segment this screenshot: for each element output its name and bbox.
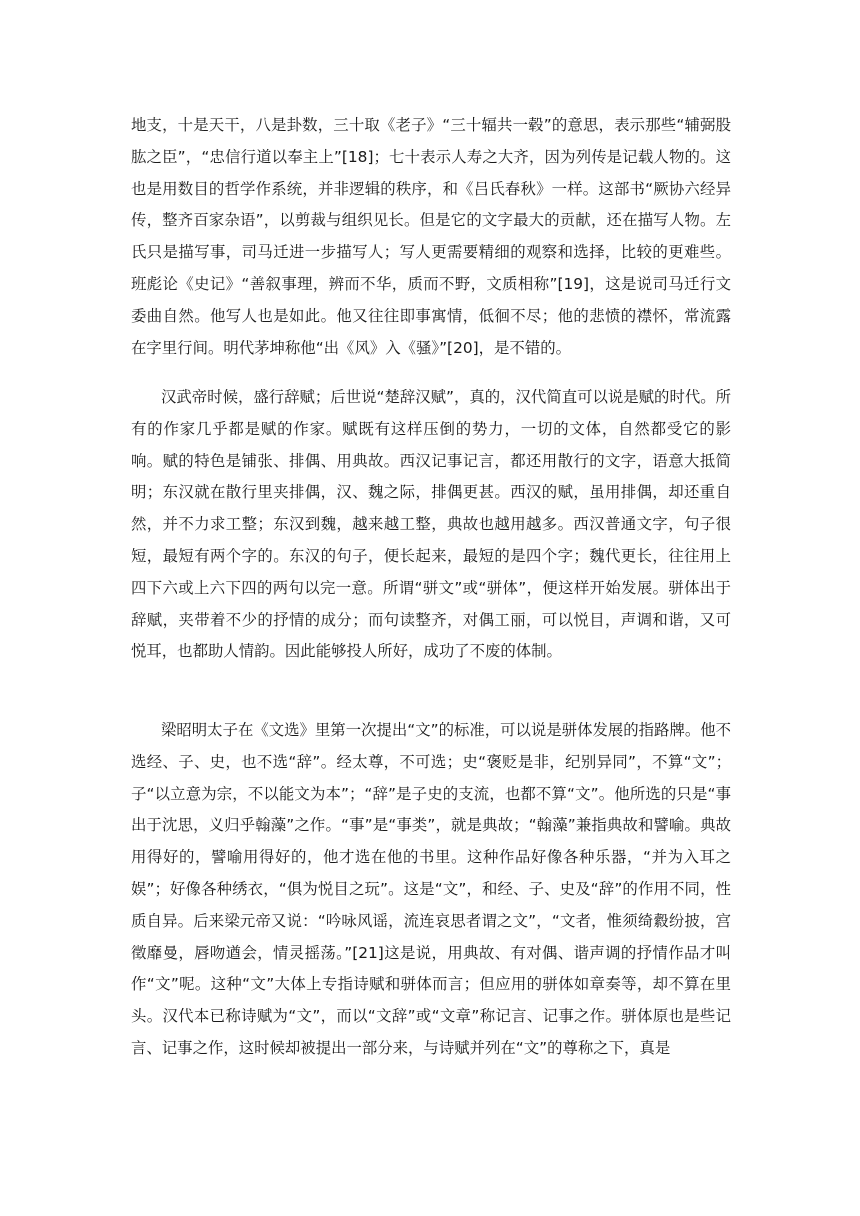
- paragraph-1: 地支，十是天干，八是卦数，三十取《老子》“三十辐共一毂”的意思，表示那些“辅弼股肱之臣”，“忠信行道以奉主上”[18]；七十表示人寿之大齐，因为列传是记载人物的。这也是用数目的哲学作系统，并非逻辑的秩序，和《吕氏春秋》一样。这部书“厥协六经异传，整齐百家杂语”，以剪裁与组织见长。但是它的文字最大的贡献，还在描写人物。左氏只是描写事，司马迁进一步描写人；写人更需要精细的观察和选择，比较的更难些。班彪论《史记》“善叙事理，辨而不华，质而不野，文质相称”[19]，这是说司马迁行文委曲自然。他写人也是如此。他又往往即事寓情，低徊不尽；他的悲愤的襟怀，常流露在字里行间。明代茅坤称他“出《风》入《骚》”[20]，是不错的。: [131, 116, 731, 357]
- paragraph-3: 梁昭明太子在《文选》里第一次提出“文”的标准，可以说是骈体发展的指路牌。他不选经、子、史，也不选“辞”。经太尊，不可选；史“褒贬是非，纪别异同”，不算“文”；子“以立意为宗，不以能文为本”；“辞”是子史的支流，也都不算“文”。他所选的只是“事出于沈思，义归乎翰藻”之作。“事”是“事类”，就是典故；“翰藻”兼指典故和譬喻。典故用得好的，譬喻用得好的，他才选在他的书里。这种作品好像各种乐器，“并为入耳之娱”；好像各种绣衣，“俱为悦目之玩”。这是“文”，和经、子、史及“辞”的作用不同，性质自异。后来梁元帝又说：“吟咏风谣，流连哀思者谓之文”，“文者，惟须绮縠纷披，宫徵靡曼，唇吻遒会，情灵摇荡。”[21]这是说，用典故、有对偶、谐声调的抒情作品才叫作“文”呢。这种“文”大体上专指诗赋和骈体而言；但应用的骈体如章奏等，却不算在里头。汉代本已称诗赋为“文”，而以“文辞”或“文章”称记言、记事之作。骈体原也是些记言、记事之作，这时候却被提出一部分来，与诗赋并列在“文”的尊称之下，真是: [131, 721, 732, 1057]
- paragraph-2: 汉武帝时候，盛行辞赋；后世说“楚辞汉赋”，真的，汉代简直可以说是赋的时代。所有的作家几乎都是赋的作家。赋既有这样压倒的势力，一切的文体，自然都受它的影响。赋的特色是铺张、排偶、用典故。西汉记事记言，都还用散行的文字，语意大抵简明；东汉就在散行里夹排偶，汉、魏之际，排偶更甚。西汉的赋，虽用排偶，却还重自然，并不力求工整；东汉到魏，越来越工整，典故也越用越多。西汉普通文字，句子很短，最短有两个字的。东汉的句子，便长起来，最短的是四个字；魏代更长，往往用上四下六或上六下四的两句以完一意。所谓“骈文”或“骈体”，便这样开始发展。骈体出于辞赋，夹带着不少的抒情的成分；而句读整齐，对偶工丽，可以悦目，声调和谐，又可悦耳，也都助人情韵。因此能够投人所好，成功了不废的体制。: [131, 388, 732, 661]
